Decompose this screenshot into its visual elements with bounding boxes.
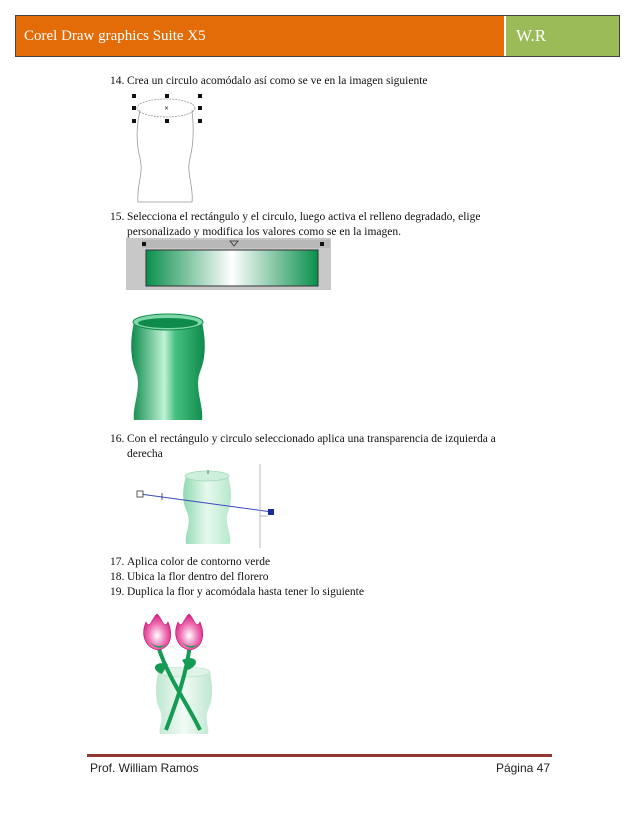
step-18: 18. Ubica la flor dentro del florero	[110, 571, 269, 583]
vase-outline-figure	[122, 88, 212, 206]
footer-page-number: Página 47	[495, 761, 550, 775]
step-15: 15. Selecciona el rectángulo y el circulo, luego activa el relleno degradado, elige personalizado y modifica los valores como se en la imagen.	[110, 211, 481, 238]
vase-gradient-figure	[128, 310, 210, 424]
header-badge: W.R	[504, 16, 619, 56]
step-14: 14. Crea un circulo acomódalo así como se ve en la imagen siguiente	[110, 75, 428, 87]
header-title: Corel Draw graphics Suite X5	[16, 16, 504, 56]
gradient-editor-figure	[126, 238, 331, 290]
step-17: 17. Aplica color de contorno verde	[110, 556, 271, 568]
footer-author: Prof. William Ramos	[90, 761, 199, 775]
svg-text:×: ×	[164, 105, 170, 112]
step-16: 16. Con el rectángulo y circulo seleccionado aplica una transparencia de izquierda a derecha	[110, 433, 496, 460]
vase-transparency-figure	[132, 460, 280, 548]
page-header	[15, 15, 620, 57]
step-19: 19. Duplica la flor y acomódala hasta tener lo siguiente	[110, 586, 364, 598]
footer-divider	[87, 754, 552, 757]
flowers-in-vase-figure	[128, 608, 220, 736]
